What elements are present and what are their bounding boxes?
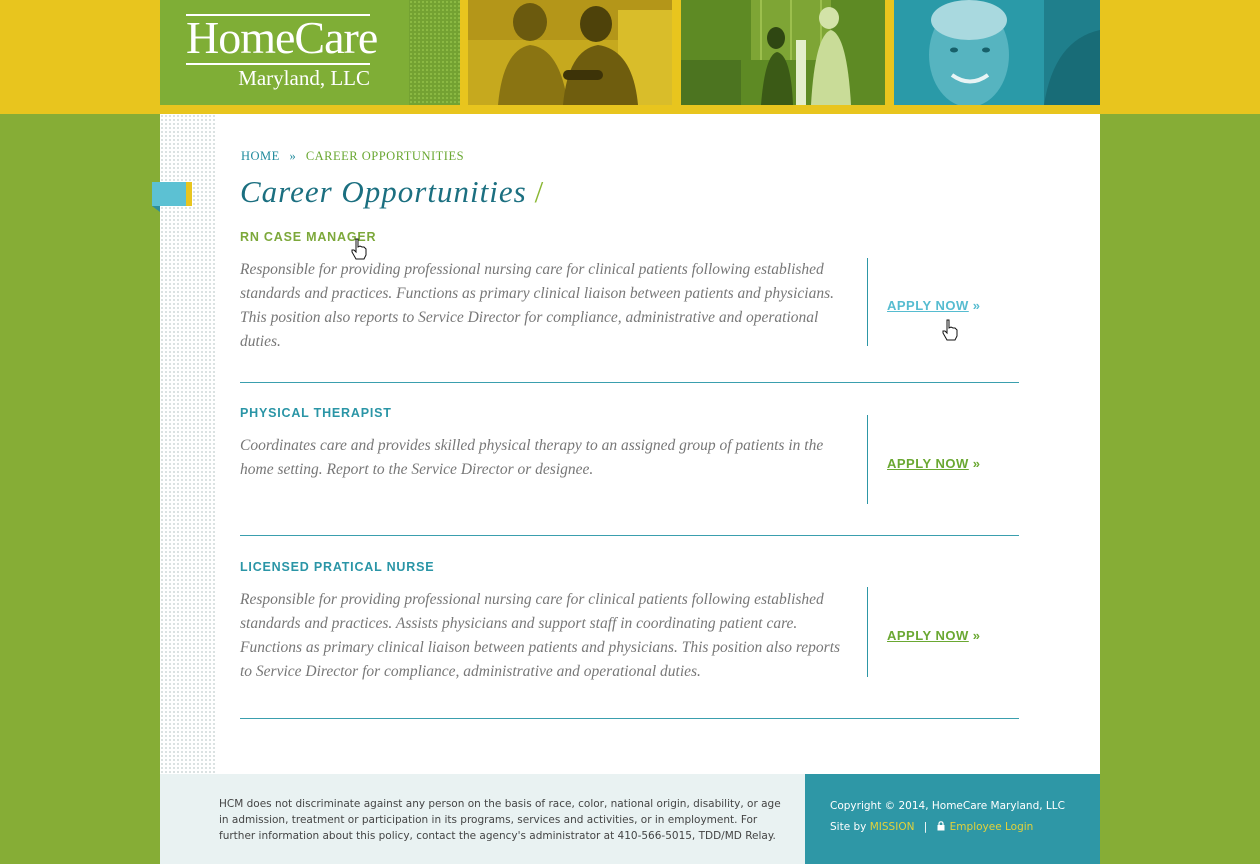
header-photo-caregiver-blood-pressure: [468, 0, 672, 105]
pointer-cursor-icon: [350, 238, 368, 260]
job-description: Responsible for providing professional nursing care for clinical patients following established standards and practices. Assists physicians and support staff in coordinating patient care. Functions as primary clinical liaison between patients and physicians. This position also reports to Service Director for compliance, administrative and operational duties.: [240, 591, 841, 680]
job-separator: [240, 535, 1019, 536]
site-credits: [830, 821, 1033, 833]
apply-now-button[interactable]: [887, 298, 981, 313]
job-separator: [240, 718, 1019, 719]
job-title-rn-case-manager[interactable]: RN CASE MANAGER: [240, 230, 377, 244]
logo-subtitle: Maryland, LLC: [238, 66, 370, 90]
apply-arrow: »: [972, 298, 981, 313]
dotted-sidebar: [160, 114, 216, 774]
breadcrumb-current: CAREER OPPORTUNITIES: [305, 149, 465, 163]
logo-rule: [186, 63, 370, 65]
apply-now-label: APPLY NOW: [887, 298, 969, 313]
page-title: [240, 174, 544, 210]
footer-separator: |: [923, 821, 928, 833]
lock-icon: [937, 821, 945, 831]
job-description: Coordinates care and provides skilled physical therapy to an assigned group of patients in the home setting. Report to the Service Director or designee.: [240, 437, 824, 478]
apply-arrow: »: [972, 456, 981, 471]
page-title-text: Career Opportunities: [240, 174, 527, 209]
breadcrumb-separator: »: [289, 149, 297, 163]
page-title-slash: /: [534, 174, 545, 209]
job-divider: [867, 258, 868, 346]
footer-info-panel: [805, 774, 1100, 864]
copyright: Copyright © 2014, HomeCare Maryland, LLC: [830, 800, 1065, 812]
job-separator: [240, 382, 1019, 383]
employee-login-link[interactable]: Employee Login: [949, 821, 1034, 833]
breadcrumb-home-link[interactable]: HOME: [241, 149, 280, 163]
job-divider: [867, 415, 868, 504]
apply-now-button[interactable]: [887, 628, 981, 643]
nondiscrimination-notice: HCM does not discriminate against any person on the basis of race, color, national origin, disability, or age in admission, treatment or participation in its programs, services and activities, or in employment. For further information about this policy, contact the agency's administrator at 410-566-5015, TDD/MD Relay.: [219, 798, 781, 842]
site-by-label: Site by: [830, 821, 867, 833]
apply-now-button[interactable]: [887, 456, 981, 471]
apply-arrow: »: [972, 628, 981, 643]
apply-now-label: APPLY NOW: [887, 456, 969, 471]
mission-link[interactable]: MISSION: [869, 821, 915, 833]
section-marker-accent: [186, 182, 192, 206]
logo-pattern: [409, 0, 460, 105]
job-divider: [867, 587, 868, 677]
section-marker-fold: [152, 206, 160, 212]
logo-wordmark: HomeCare: [186, 12, 378, 63]
breadcrumb: [241, 149, 464, 164]
job-title-physical-therapist[interactable]: PHYSICAL THERAPIST: [240, 406, 392, 420]
header-photo-therapy-session: [681, 0, 885, 105]
pointer-cursor-icon: [941, 319, 959, 341]
header-photo-smiling-senior: [894, 0, 1100, 105]
apply-now-label: APPLY NOW: [887, 628, 969, 643]
job-description: Responsible for providing professional nursing care for clinical patients following established standards and practices. Functions as primary clinical liaison between patients and physicians. This position also reports to Service Director for compliance, administrative and operational duties.: [240, 261, 834, 350]
job-title-licensed-practical-nurse[interactable]: LICENSED PRATICAL NURSE: [240, 560, 435, 574]
